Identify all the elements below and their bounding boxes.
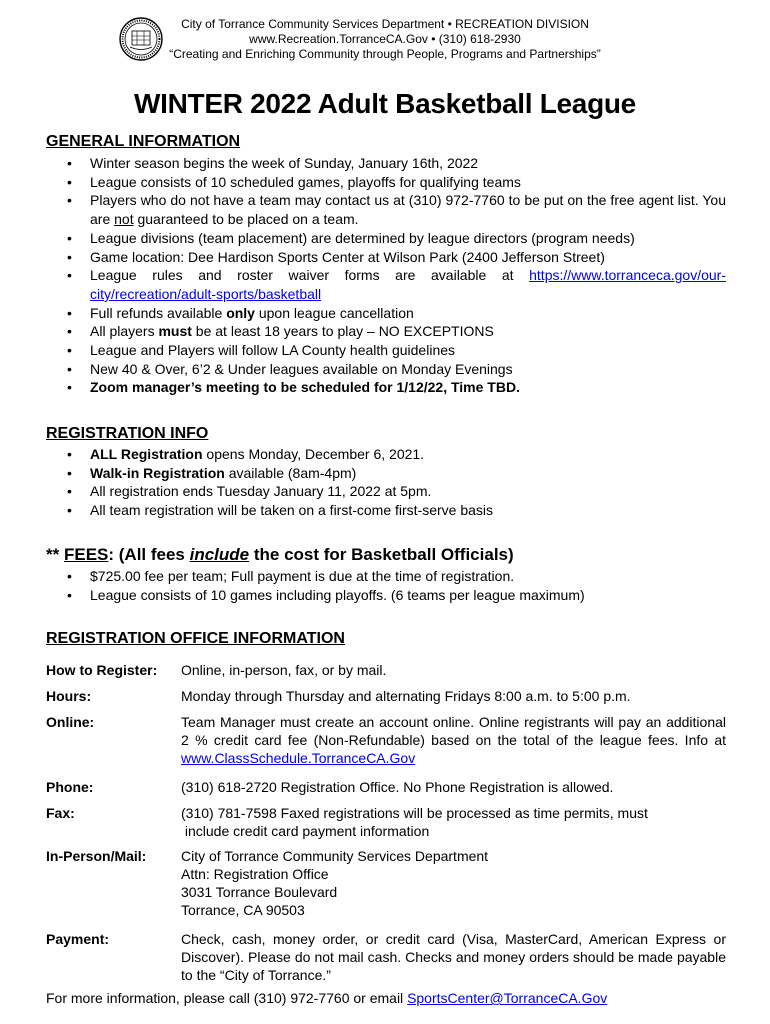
list-item: • $725.00 fee per team; Full payment is due at the time of registration. (46, 567, 726, 586)
phone-label: Phone: (46, 779, 94, 795)
list-item: • Players who do not have a team may contact us at (310) 972-7760 to be put on the free agent list. You are not guaranteed to be placed on a team. (46, 191, 726, 228)
in-person-mail-row (46, 847, 726, 919)
fax-label: Fax: (46, 805, 75, 821)
fax-value: (310) 781-7598 Faxed registrations will be processed as time permits, must include credit card payment information (181, 805, 648, 839)
list-item: • League rules and roster waiver forms are available at https://www.torranceca.gov/our-city/recreation/adult-sports/basketball (46, 266, 726, 303)
how-to-register-label: How to Register: (46, 662, 158, 678)
office-info-heading: REGISTRATION OFFICE INFORMATION (46, 630, 345, 647)
page-title: WINTER 2022 Adult Basketball League (134, 88, 636, 119)
class-schedule-link[interactable]: www.ClassSchedule.TorranceCA.Gov (181, 750, 416, 766)
in-person-mail-label: In-Person/Mail: (46, 848, 147, 864)
how-to-register-row (46, 661, 726, 679)
online-value: Team Manager must create an account online. Online registrants will pay an additional 2 % credit card fee (Non-Refundable) based on the total of the league fees. Info at www.ClassSchedule.TorranceCA.Gov (181, 714, 726, 766)
sports-center-email-link[interactable]: SportsCenter@TorranceCA.Gov (407, 990, 608, 1006)
list-item: • League consists of 10 games including playoffs. (6 teams per league maximum) (46, 586, 726, 605)
payment-row (46, 930, 726, 984)
list-item: • League divisions (team placement) are determined by league directors (program needs) (46, 229, 726, 248)
general-info-list (46, 154, 726, 397)
list-item: • Winter season begins the week of Sunday, January 16th, 2022 (46, 154, 726, 173)
how-to-register-value: Online, in-person, fax, or by mail. (181, 662, 387, 678)
general-info-heading: GENERAL INFORMATION (46, 133, 241, 150)
payment-value: Check, cash, money order, or credit card (Visa, MasterCard, American Express or Discover). Please do not mail cash. Checks and money orders should be made payable to the “City of Torrance.” (181, 931, 726, 983)
phone-value: (310) 618-2720 Registration Office. No Phone Registration is allowed. (181, 779, 614, 795)
registration-info-list (46, 445, 726, 520)
fees-heading: ** FEES: (All fees include the cost for Basketball Officials) (46, 545, 514, 564)
payment-label: Payment: (46, 931, 110, 947)
hours-label: Hours: (46, 688, 92, 704)
footer-contact: For more information, please call (310) 972-7760 or email SportsCenter@TorranceCA.Gov (46, 990, 608, 1006)
list-item: • Walk-in Registration available (8am-4pm) (46, 464, 726, 483)
registration-info-heading: REGISTRATION INFO (46, 425, 209, 442)
list-item: • League consists of 10 scheduled games, playoffs for qualifying teams (46, 173, 726, 192)
list-item: • Full refunds available only upon league cancellation (46, 304, 726, 323)
in-person-mail-address: City of Torrance Community Services Department Attn: Registration Office 3031 Torrance Boulevard Torrance, CA 90503 (181, 848, 489, 918)
fax-row (46, 804, 726, 840)
list-item: • New 40 & Over, 6’2 & Under leagues available on Monday Evenings (46, 360, 726, 379)
list-item: • Game location: Dee Hardison Sports Center at Wilson Park (2400 Jefferson Street) (46, 248, 726, 267)
basketball-rules-link[interactable]: https://www.torranceca.gov/our-city/recreation/adult-sports/basketball (90, 267, 726, 302)
contact-line: www.Recreation.TorranceCA.Gov • (310) 618-2930 (249, 32, 521, 46)
list-item: • All team registration will be taken on a first-come first-serve basis (46, 501, 726, 520)
online-label: Online: (46, 714, 95, 730)
letterhead (0, 17, 770, 62)
phone-row (46, 778, 726, 796)
hours-value: Monday through Thursday and alternating Fridays 8:00 a.m. to 5:00 p.m. (181, 688, 631, 704)
list-item: • League and Players will follow LA County health guidelines (46, 341, 726, 360)
list-item: • All players must be at least 18 years to play – NO EXCEPTIONS (46, 322, 726, 341)
list-item: • Zoom manager’s meeting to be scheduled for 1/12/22, Time TBD. (46, 378, 726, 397)
list-item: • All registration ends Tuesday January 11, 2022 at 5pm. (46, 482, 726, 501)
motto-line: “Creating and Enriching Community through People, Programs and Partnerships” (169, 47, 601, 61)
department-line: City of Torrance Community Services Department • RECREATION DIVISION (181, 17, 589, 31)
hours-row (46, 687, 726, 705)
list-item: • ALL Registration opens Monday, December 6, 2021. (46, 445, 726, 464)
online-row (46, 713, 726, 767)
fees-list (46, 567, 726, 604)
